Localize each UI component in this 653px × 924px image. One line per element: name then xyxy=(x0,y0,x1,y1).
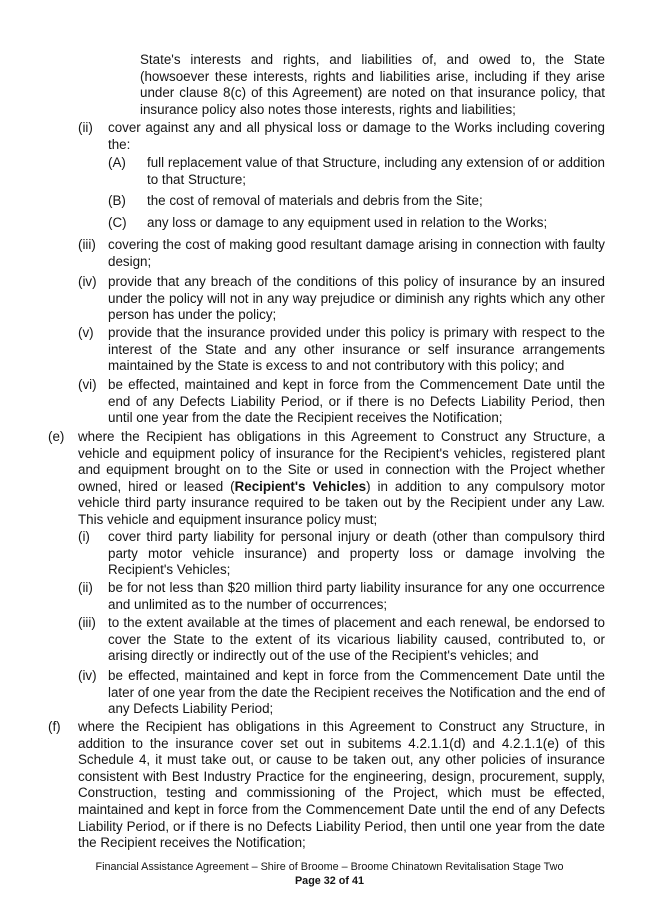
page-number xyxy=(46,874,613,888)
list-item-text: covering the cost of making good resultant damage arising in connection with faulty design; xyxy=(108,237,605,269)
item-label: (iv) xyxy=(78,274,97,289)
list-item-text: cover third party liability for personal injury or death (other than compulsory third party motor vehicle insurance) and property loss or damage involving the Recipient's Vehicles; xyxy=(108,529,605,578)
footer xyxy=(46,860,613,888)
continuation-paragraph: State's interests and rights, and liabilities of, and owed to, the State (howsoever these interests, rights and liabilities arise, including if they arise under clause 8(c) of this Agreement) are noted on that insurance policy, that insurance policy also notes those interests, rights and liabilities; xyxy=(140,52,605,117)
list-item-text: to the extent available at the times of placement and each renewal, be endorsed to cover the State to the extent of its vicarious liability caused, contributed to, or arising directly or indirectly out of the use of the Recipient's vehicles; and xyxy=(108,615,605,664)
clause-f-text: where the Recipient has obligations in this Agreement to Construct any Structure, in addition to the insurance cover set out in subitems 4.2.1.1(d) and 4.2.1.1(e) of this Schedule 4, it must take out, or cause to be taken out, any other policies of insurance consistent with Best Industry Practice for the engineering, design, procurement, supply, Construction, testing and commissioning of the Project, which must be effected, maintained and kept in force from the Commencement Date until the end of any Defects Liability Period, or if there is no Defects Liability Period, then until one year from the date the Recipient receives the Notification; xyxy=(78,719,605,851)
list-item-text: provide that any breach of the conditions of this policy of insurance by an insured under the policy will not in any way prejudice or diminish any rights which any other person has under the policy; xyxy=(108,274,605,323)
footer-title: Financial Assistance Agreement – Shire of Broome – Broome Chinatown Revitalisation Stage Two xyxy=(95,861,564,873)
sub-item-text: the cost of removal of materials and debris from the Site; xyxy=(147,193,483,208)
list-item-text: provide that the insurance provided under this policy is primary with respect to the interest of the State and any other insurance or self insurance arrangements maintained by the State is excess to and not contributory with this policy; and xyxy=(108,325,605,374)
clause-text-part: ) in addition to any compulsory motor vehicle third party insurance required to be taken out by the Recipient under any Law. This vehicle and equipment insurance policy must; xyxy=(78,478,606,527)
item-label: (i) xyxy=(78,529,90,544)
item-label: (vi) xyxy=(78,377,97,392)
list-item-text: be effected, maintained and kept in force from the Commencement Date until the end of any Defects Liability Period, or if there is no Defects Liability Period, then until one year from the date the Recipient receives the Notification; xyxy=(108,377,605,426)
sub-item-text: any loss or damage to any equipment used in relation to the Works; xyxy=(147,215,548,230)
list-item-text: be effected, maintained and kept in force from the Commencement Date until the later of one year from the date the Recipient receives the Notification and the end of any Defects Liability Period; xyxy=(108,668,605,717)
sub-item-text: full replacement value of that Structure, including any extension of or addition to that Structure; xyxy=(147,155,605,187)
list-item-text: be for not less than $20 million third party liability insurance for any one occurrence and unlimited as to the number of occurrences; xyxy=(108,580,605,612)
list-item-text: cover against any and all physical loss or damage to the Works including covering the: xyxy=(108,120,605,152)
sub-item-label: (A) xyxy=(108,155,126,170)
clause-e-text xyxy=(78,429,605,529)
item-label: (ii) xyxy=(78,120,93,135)
clause-label: (e) xyxy=(48,429,65,444)
clause-label: (f) xyxy=(48,719,61,734)
sub-item-label: (C) xyxy=(108,215,127,230)
item-label: (ii) xyxy=(78,580,93,595)
sub-item-label: (B) xyxy=(108,193,126,208)
clause-text-part: where the Recipient has obligations in this Agreement to Construct any Structure, a vehicle and equipment policy of insurance for the Recipient's vehicles, registered plant and equipment brought on to the Site or used in connection with the Project whether owned, hired or leased ( xyxy=(78,429,605,494)
item-label: (v) xyxy=(78,325,94,340)
defined-term: Recipient's Vehicles xyxy=(234,478,367,494)
item-label: (iii) xyxy=(78,237,96,252)
page-number-text: Page 32 of 41 xyxy=(294,875,364,887)
item-label: (iii) xyxy=(78,615,96,630)
item-label: (iv) xyxy=(78,668,97,683)
